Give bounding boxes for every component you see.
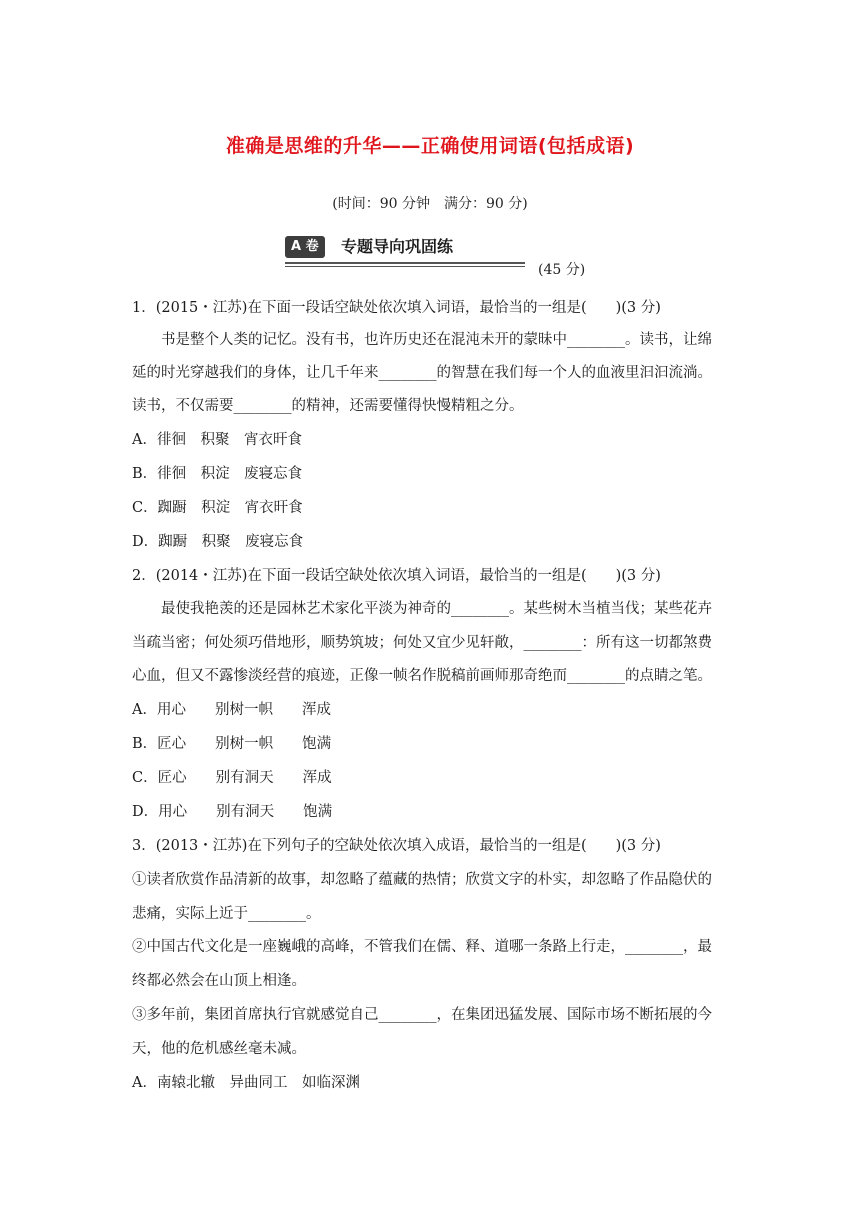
q1-option-c: C．踟蹰 积淀 宵衣旰食 xyxy=(132,500,303,516)
q2-passage-line: 当疏当密；何处须巧借地形，顺势筑坡；何处又宜少见轩敞，________：所有这一切都煞费 xyxy=(132,635,712,651)
section-title: 专题导向巩固练 xyxy=(341,237,454,256)
section-rule-thick xyxy=(285,262,525,264)
section-score: (45 分) xyxy=(538,262,586,278)
q3-sentence-2-cont: 终都必然会在山顶上相逢。 xyxy=(132,973,306,989)
section-badge: A 卷 xyxy=(285,236,325,258)
q1-option-d: D．踟蹰 积聚 废寝忘食 xyxy=(132,534,304,550)
q2-passage-line: 心血，但又不露惨淡经营的痕迹，正像一帧名作脱稿前画师那奇绝而________的点睛之笔。 xyxy=(132,668,712,684)
q3-sentence-3: ③多年前，集团首席执行官就感觉自己________，在集团迅猛发展、国际市场不断拓展的今 xyxy=(132,1007,712,1023)
q3-sentence-3-cont: 天，他的危机感丝毫未减。 xyxy=(132,1041,306,1057)
q3-option-a: A．南辕北辙 异曲同工 如临深渊 xyxy=(132,1075,360,1091)
q2-stem: 2．(2014・江苏)在下面一段话空缺处依次填入词语，最恰当的一组是( )(3 分) xyxy=(132,568,661,584)
q3-stem: 3．(2013・江苏)在下列句子的空缺处依次填入成语，最恰当的一组是( )(3 分) xyxy=(132,838,661,854)
q1-option-b: B．徘徊 积淀 废寝忘食 xyxy=(132,466,303,482)
q1-stem: 1．(2015・江苏)在下面一段话空缺处依次填入词语，最恰当的一组是( )(3 分) xyxy=(132,300,661,316)
q1-passage-line: 读书，不仅需要________的精神，还需要懂得快慢精粗之分。 xyxy=(132,398,524,414)
q2-passage-line: 最使我艳羡的还是园林艺术家化平淡为神奇的________。某些树木当植当伐；某些花卉 xyxy=(161,601,712,617)
q2-option-a: A．用心 别树一帜 浑成 xyxy=(132,702,331,718)
q2-option-d: D．用心 别有洞天 饱满 xyxy=(132,804,333,820)
q1-passage-line: 书是整个人类的记忆。没有书，也许历史还在混沌未开的蒙昧中________。读书，让绵 xyxy=(161,332,712,348)
q2-option-c: C．匠心 别有洞天 浑成 xyxy=(132,770,332,786)
section-header xyxy=(285,233,530,263)
q2-option-b: B．匠心 别树一帜 饱满 xyxy=(132,736,332,752)
q3-sentence-2: ②中国古代文化是一座巍峨的高峰，不管我们在儒、释、道哪一条路上行走，________，最 xyxy=(132,939,712,955)
q1-passage-line: 延的时光穿越我们的身体，让几千年来________的智慧在我们每一个人的血液里汩汩流淌。 xyxy=(132,365,712,381)
section-rule-thin xyxy=(285,266,525,267)
q3-sentence-1-cont: 悲痛，实际上近于________。 xyxy=(132,906,321,922)
q3-sentence-1: ①读者欣赏作品清新的故事，却忽略了蕴藏的热情；欣赏文字的朴实，却忽略了作品隐伏的 xyxy=(132,872,712,888)
document-title: 准确是思维的升华——正确使用词语(包括成语) xyxy=(225,135,635,157)
time-and-score-info: (时间：90 分钟 满分：90 分) xyxy=(332,196,528,212)
q1-option-a: A．徘徊 积聚 宵衣旰食 xyxy=(132,432,302,448)
